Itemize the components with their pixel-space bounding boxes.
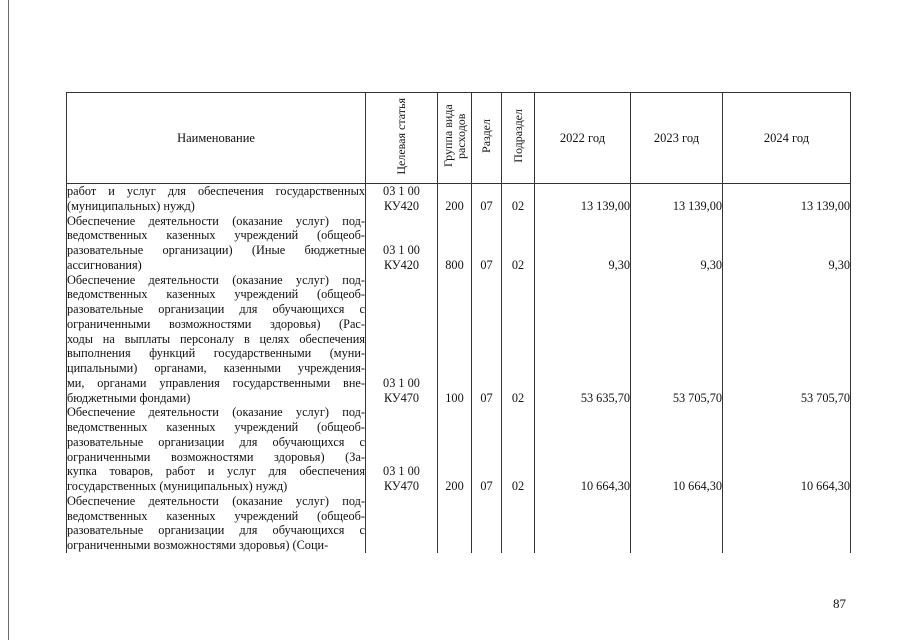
row-name-cell [67, 184, 366, 214]
row-subsection: 02 [502, 184, 535, 214]
table-row [67, 214, 851, 273]
table-row [67, 184, 851, 214]
row-amount-2024: 10 664,30 [723, 405, 851, 494]
page-number: 87 [833, 596, 846, 611]
page-edge-rule [8, 0, 9, 640]
row-amount-2024 [723, 494, 851, 553]
row-section: 07 [472, 184, 502, 214]
row-name-line: Обеспечение деятельности (оказание услуг) под- [67, 213, 365, 228]
table-row [67, 494, 851, 553]
row-subsection [502, 494, 535, 553]
row-name-line: ведомственных казенных учреждений (общеоб- [67, 228, 365, 243]
row-expense-group: 800 [438, 214, 472, 273]
row-target-article: 03 1 00 КУ420 [366, 184, 438, 214]
row-amount-2023: 13 139,00 [631, 184, 723, 214]
row-name-cell [67, 405, 366, 494]
row-subsection: 02 [502, 273, 535, 406]
row-name-line: бюджетными фондами) [67, 390, 191, 405]
row-name-line: разовательные организации для обучающихся с [67, 523, 365, 538]
row-amount-2023: 10 664,30 [631, 405, 723, 494]
row-expense-group [438, 494, 472, 553]
row-name-line: разовательные организации для обучающихся с [67, 434, 365, 449]
row-amount-2024: 53 705,70 [723, 273, 851, 406]
row-name-line: ципальными) органами, казенными учреждения- [67, 361, 365, 375]
row-amount-2022: 13 139,00 [535, 184, 631, 214]
header-name: Наименование [67, 93, 366, 184]
row-section: 07 [472, 273, 502, 406]
row-name-cell [67, 273, 366, 406]
header-2023: 2023 год [631, 93, 723, 184]
row-amount-2023: 9,30 [631, 214, 723, 273]
row-name-line: Обеспечение деятельности (оказание услуг) под- [67, 272, 365, 287]
row-target-article: 03 1 00 КУ470 [366, 405, 438, 494]
row-amount-2024: 13 139,00 [723, 184, 851, 214]
header-2024: 2024 год [723, 93, 851, 184]
row-name-line: ми, органами управления государственными вне- [67, 375, 365, 390]
row-target-article: 03 1 00 КУ420 [366, 214, 438, 273]
table-body [67, 184, 851, 553]
row-subsection: 02 [502, 214, 535, 273]
header-subsection: Подраздел [502, 93, 535, 184]
row-name-line: выполнения функций государственными (муни- [67, 346, 365, 361]
row-name-line: Обеспечение деятельности (оказание услуг) под- [67, 405, 365, 420]
row-amount-2022: 10 664,30 [535, 405, 631, 494]
table-row [67, 405, 851, 494]
row-name-cell [67, 214, 366, 273]
row-amount-2024: 9,30 [723, 214, 851, 273]
row-name-line: (муниципальных) нужд) [67, 198, 195, 213]
row-name-line: работ и услуг для обеспечения государственных [67, 184, 365, 198]
row-name-line: ограниченными возможностями здоровья) (Соци- [67, 538, 329, 552]
row-amount-2023: 53 705,70 [631, 273, 723, 406]
row-section [472, 494, 502, 553]
row-name-line: ведомственных казенных учреждений (общеоб- [67, 287, 365, 302]
row-name-line: купка товаров, работ и услуг для обеспечения [67, 464, 365, 479]
row-target-article [366, 494, 438, 553]
row-section: 07 [472, 214, 502, 273]
row-target-article: 03 1 00 КУ470 [366, 273, 438, 406]
row-expense-group: 100 [438, 273, 472, 406]
row-expense-group: 200 [438, 184, 472, 214]
row-name-line: ограниченными возможностями здоровья) (За- [67, 449, 365, 464]
row-amount-2023 [631, 494, 723, 553]
row-name-line: государственных (муниципальных) нужд) [67, 479, 288, 493]
header-2022: 2022 год [535, 93, 631, 184]
row-expense-group: 200 [438, 405, 472, 494]
header-section: Раздел [472, 93, 502, 184]
row-name-line: ведомственных казенных учреждений (общеоб- [67, 508, 365, 523]
row-name-line: разовательные организации для обучающихся с [67, 302, 365, 316]
header-expense-group: Группа вида расходов [438, 93, 472, 184]
table-header-row [67, 93, 851, 184]
row-name-line: разовательные организации) (Иные бюджетные [67, 243, 365, 257]
budget-table [66, 92, 851, 553]
row-name-line: ограниченными возможностями здоровья) (Рас- [67, 316, 365, 331]
row-name-line: ассигнования) [67, 257, 142, 272]
row-name-line: ходы на выплаты персоналу в целях обеспечения [67, 331, 365, 346]
row-amount-2022 [535, 494, 631, 553]
row-subsection: 02 [502, 405, 535, 494]
table-row [67, 273, 851, 406]
row-section: 07 [472, 405, 502, 494]
row-amount-2022: 9,30 [535, 214, 631, 273]
header-target-article: Целевая статья [366, 93, 438, 184]
row-name-line: ведомственных казенных учреждений (общеоб- [67, 420, 365, 434]
row-amount-2022: 53 635,70 [535, 273, 631, 406]
row-name-line: Обеспечение деятельности (оказание услуг) под- [67, 493, 365, 508]
row-name-cell [67, 494, 366, 553]
